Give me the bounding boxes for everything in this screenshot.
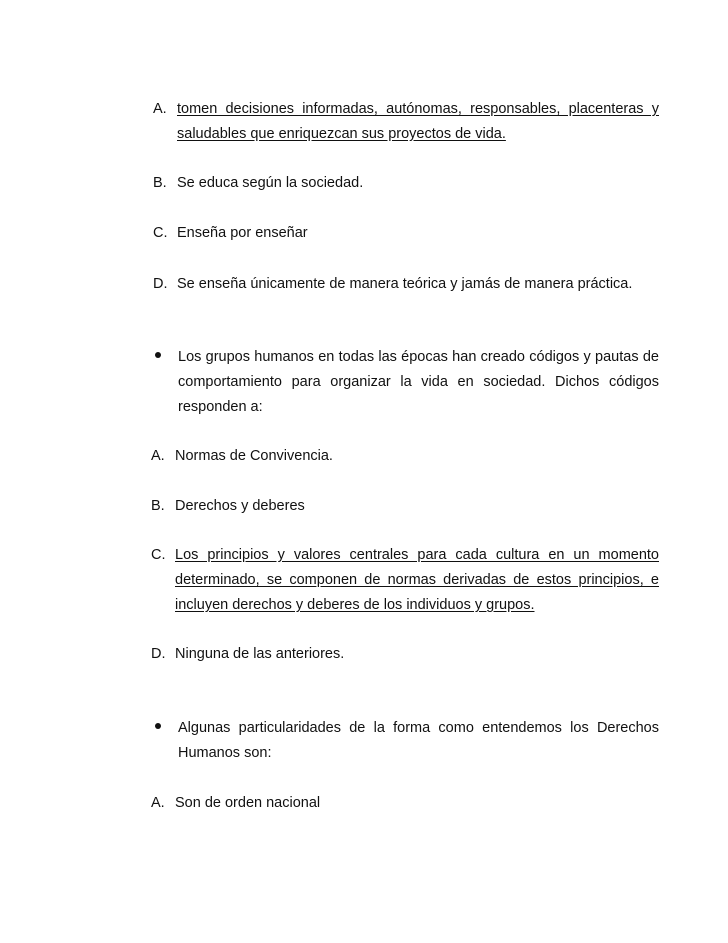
option-d-q2	[151, 642, 659, 667]
option-text: Se enseña únicamente de manera teórica y jamás de manera práctica.	[177, 276, 633, 292]
option-text: Derechos y deberes	[175, 498, 305, 514]
option-text: Son de orden nacional	[175, 795, 321, 811]
option-marker: A.	[151, 795, 165, 811]
question-text: Los grupos humanos en todas las épocas han creado códigos y pautas de comportamiento para organizar la vida en sociedad. Dichos códigos responden a:	[178, 349, 659, 415]
option-b-q2	[151, 494, 659, 519]
option-marker: B.	[153, 175, 167, 191]
option-marker: D.	[151, 646, 166, 662]
option-text-correct: Los principios y valores centrales para cada cultura en un momento determinado, se componen de normas derivadas de estos principios, e incluyen derechos y deberes de los individuos y grupos.	[175, 547, 659, 613]
option-text: Ninguna de las anteriores.	[175, 646, 345, 662]
option-marker: A.	[153, 101, 167, 117]
option-a-q2	[151, 444, 659, 469]
option-marker: D.	[153, 276, 168, 292]
option-c-q1	[153, 221, 659, 246]
option-a-q3	[151, 791, 659, 816]
option-text: Se educa según la sociedad.	[177, 175, 364, 191]
option-marker: B.	[151, 498, 165, 514]
option-c-q2	[151, 543, 659, 618]
option-d-q1	[153, 272, 659, 297]
question-text: Algunas particularidades de la forma como entendemos los Derechos Humanos son:	[178, 720, 659, 761]
option-marker: C.	[153, 225, 168, 241]
question-3	[153, 716, 659, 766]
option-b-q1	[153, 171, 659, 196]
bullet-icon	[153, 345, 175, 370]
option-text-correct: tomen decisiones informadas, autónomas, responsables, placenteras y saludables que enriquezcan sus proyectos de vida.	[177, 101, 659, 142]
option-text: Enseña por enseñar	[177, 225, 308, 241]
bullet-icon	[153, 716, 175, 741]
option-a-q1	[153, 97, 659, 147]
option-marker: A.	[151, 448, 165, 464]
option-text: Normas de Convivencia.	[175, 448, 333, 464]
question-2	[153, 345, 659, 420]
option-marker: C.	[151, 547, 166, 563]
